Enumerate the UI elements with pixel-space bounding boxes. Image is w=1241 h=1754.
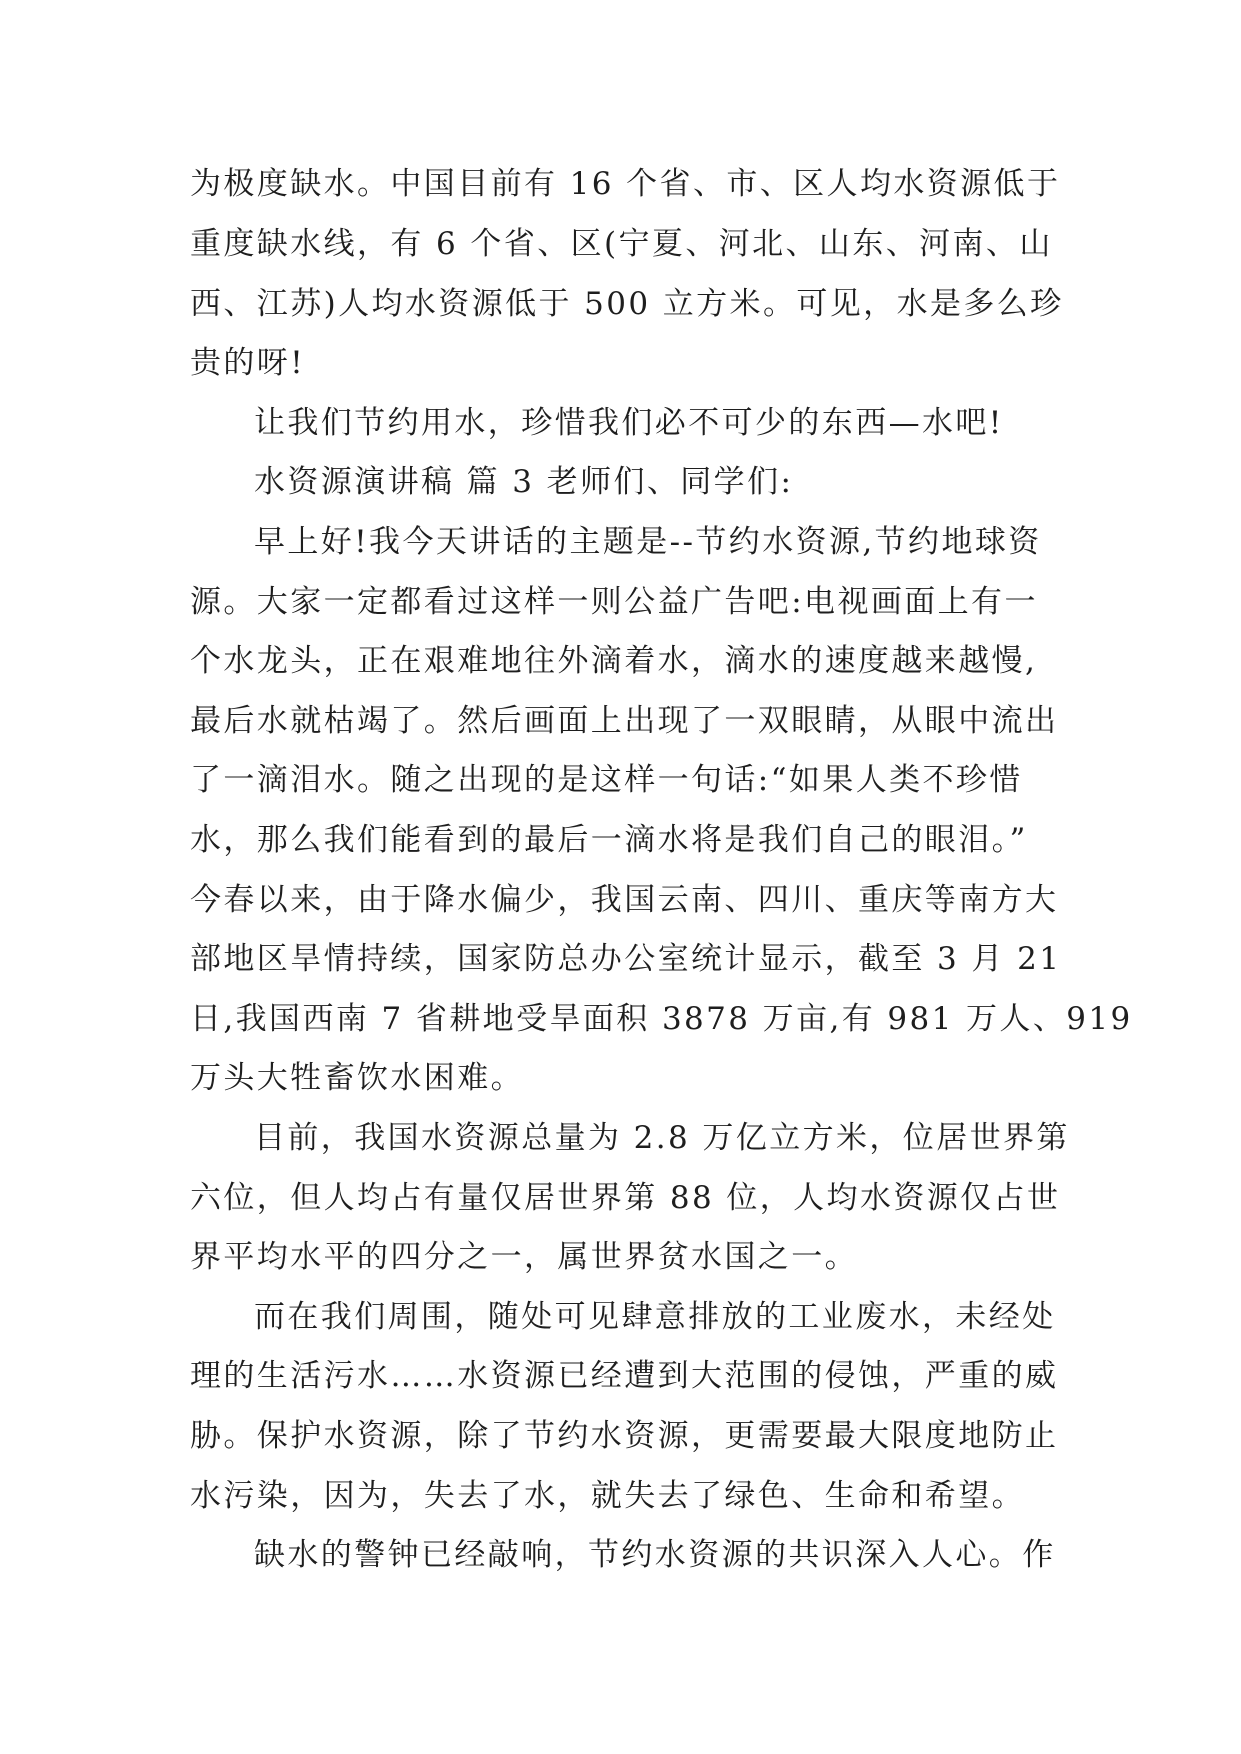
text-line: 最后水就枯竭了。然后画面上出现了一双眼睛，从眼中流出 [190,703,1059,739]
text-line: 界平均水平的四分之一，属世界贫水国之一。 [190,1239,858,1275]
text-line: 西、江苏)人均水资源低于 500 立方米。可见，水是多么珍 [190,286,1064,322]
text-line: 今春以来，由于降水偏少，我国云南、四川、重庆等南方大 [190,882,1059,918]
text-line: 源。大家一定都看过这样一则公益广告吧:电视画面上有一 [190,584,1038,620]
text-line: 重度缺水线，有 6 个省、区(宁夏、河北、山东、河南、山 [190,226,1053,262]
text-line: 部地区旱情持续，国家防总办公室统计显示，截至 3 月 21 [190,941,1062,977]
text-line: 水污染，因为，失去了水，就失去了绿色、生命和希望。 [190,1478,1025,1514]
text-line: 目前，我国水资源总量为 2.8 万亿立方米，位居世界第 [254,1120,1070,1156]
text-line: 为极度缺水。中国目前有 16 个省、市、区人均水资源低于 [190,166,1061,202]
text-line: 水，那么我们能看到的最后一滴水将是我们自己的眼泪。” [190,822,1028,858]
text-line: 而在我们周围，随处可见肆意排放的工业废水，未经处 [254,1299,1056,1335]
text-line: 了一滴泪水。随之出现的是这样一句话:“如果人类不珍惜 [190,762,1023,798]
text-line: 六位，但人均占有量仅居世界第 88 位，人均水资源仅占世 [190,1180,1061,1216]
text-line: 让我们节约用水，珍惜我们必不可少的东西—水吧! [254,405,1004,441]
text-line: 日,我国西南 7 省耕地受旱面积 3878 万亩,有 981 万人、919 [190,1001,1133,1037]
text-line: 胁。保护水资源，除了节约水资源，更需要最大限度地防止 [190,1418,1059,1454]
text-line: 贵的呀! [190,345,306,381]
text-line: 早上好!我今天讲话的主题是--节约水资源,节约地球资 [254,524,1042,560]
text-line: 个水龙头，正在艰难地往外滴着水，滴水的速度越来越慢, [190,643,1038,679]
text-line: 万头大牲畜饮水困难。 [190,1060,524,1096]
text-line: 理的生活污水……水资源已经遭到大范围的侵蚀，严重的威 [190,1358,1059,1394]
section-heading: 水资源演讲稿 篇 3 老师们、同学们: [254,464,794,500]
text-line: 缺水的警钟已经敲响，节约水资源的共识深入人心。作 [254,1537,1056,1573]
